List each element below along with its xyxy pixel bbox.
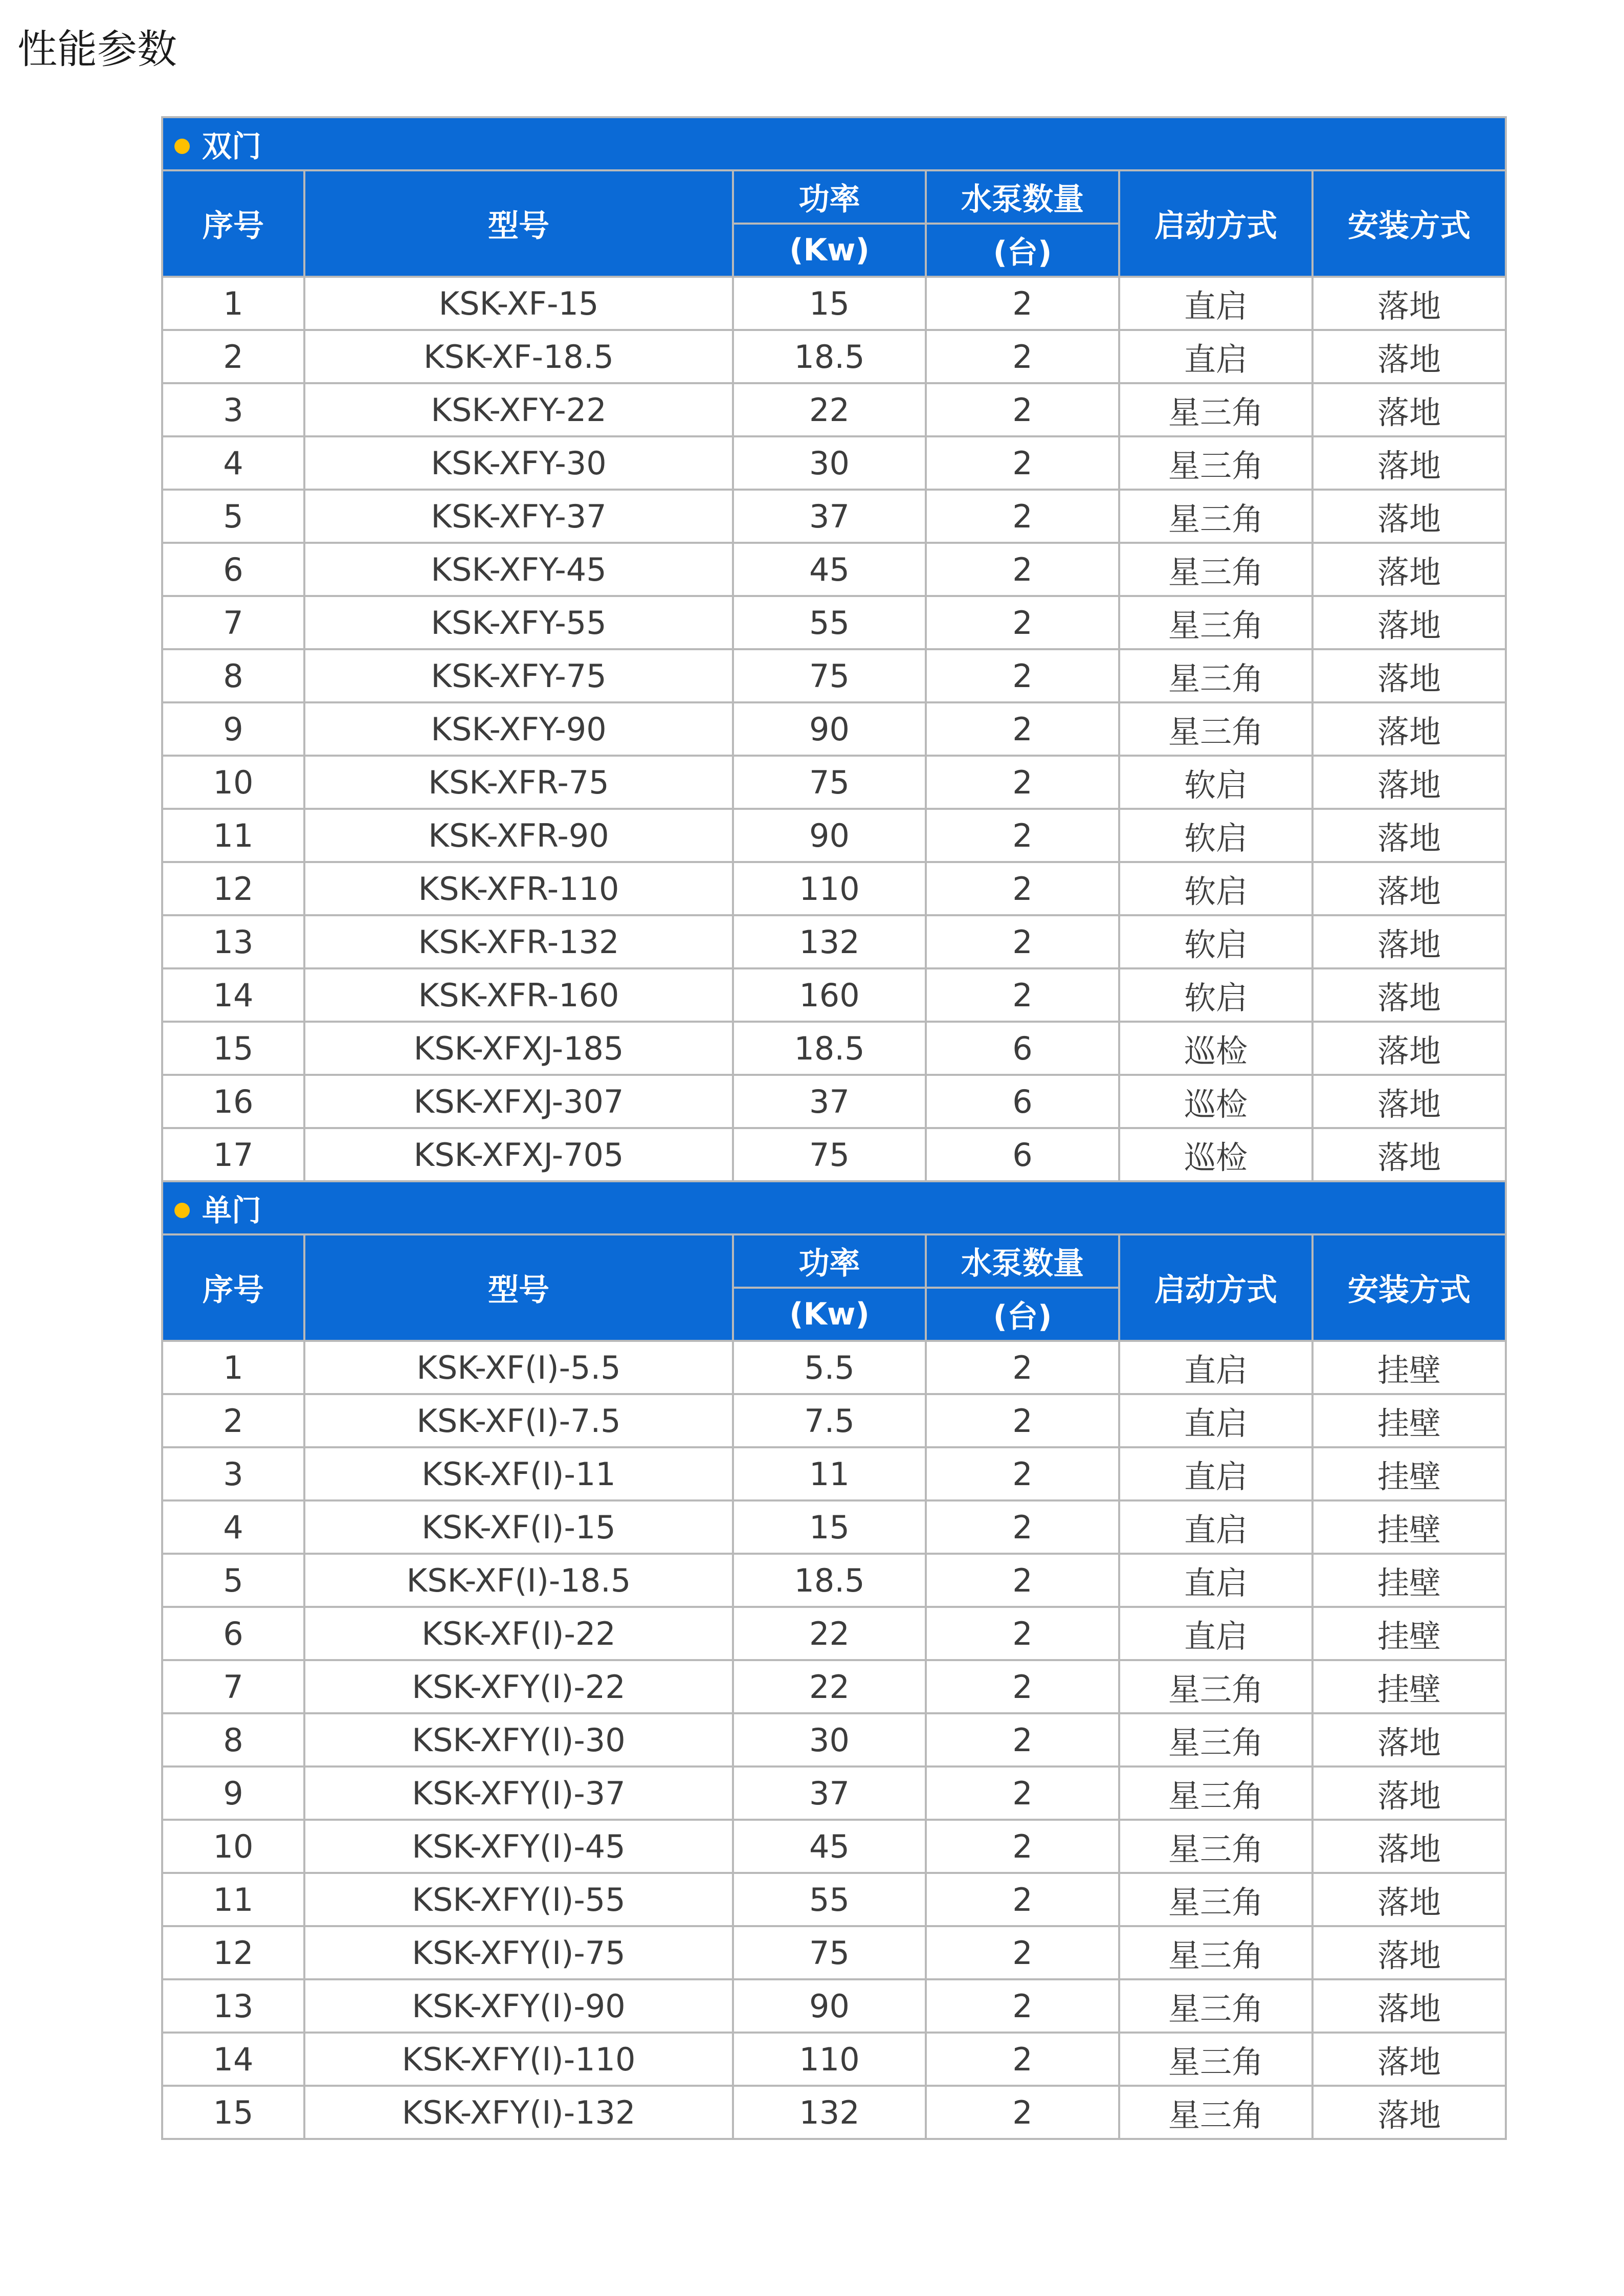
power-cell: 55	[733, 596, 926, 649]
start-method-cell: 星三角	[1119, 490, 1312, 543]
model-cell: KSK-XFXJ-705	[304, 1128, 733, 1181]
pump-count-cell: 2	[926, 915, 1119, 968]
pump-count-cell: 2	[926, 968, 1119, 1022]
column-header-power: 功率	[733, 170, 926, 224]
pump-count-cell: 2	[926, 1820, 1119, 1873]
start-method-cell: 直启	[1119, 1607, 1312, 1660]
pump-count-cell: 2	[926, 543, 1119, 596]
page-title: 性能参数	[17, 27, 177, 73]
start-method-cell: 巡检	[1119, 1022, 1312, 1075]
start-method-cell: 星三角	[1119, 649, 1312, 702]
section-title: 双门	[202, 129, 262, 164]
power-cell: 11	[733, 1447, 926, 1500]
section-title-cell	[162, 1181, 1506, 1234]
pump-count-cell: 2	[926, 490, 1119, 543]
start-method-cell: 星三角	[1119, 543, 1312, 596]
model-cell: KSK-XFY(I)-90	[304, 1979, 733, 2033]
start-method-cell: 直启	[1119, 330, 1312, 383]
power-cell: 37	[733, 490, 926, 543]
model-cell: KSK-XF(I)-5.5	[304, 1341, 733, 1394]
install-method-cell: 落地	[1312, 2086, 1506, 2139]
power-cell: 18.5	[733, 330, 926, 383]
install-method-cell: 落地	[1312, 809, 1506, 862]
install-method-cell: 落地	[1312, 1873, 1506, 1926]
install-method-cell: 落地	[1312, 436, 1506, 490]
install-method-cell: 落地	[1312, 330, 1506, 383]
seq-cell: 7	[162, 596, 304, 649]
start-method-cell: 巡检	[1119, 1128, 1312, 1181]
install-method-cell: 落地	[1312, 1075, 1506, 1128]
install-method-cell: 挂壁	[1312, 1341, 1506, 1394]
pump-count-cell: 6	[926, 1128, 1119, 1181]
table-row	[162, 1447, 1506, 1500]
pump-count-cell: 2	[926, 756, 1119, 809]
install-method-cell: 落地	[1312, 490, 1506, 543]
start-method-cell: 直启	[1119, 277, 1312, 330]
column-unit-power: (Kw)	[733, 1288, 926, 1341]
seq-cell: 13	[162, 1979, 304, 2033]
seq-cell: 12	[162, 1926, 304, 1979]
spec-table	[161, 116, 1507, 2140]
section-title-cell	[162, 117, 1506, 170]
power-cell: 18.5	[733, 1554, 926, 1607]
column-header-start: 启动方式	[1119, 1234, 1312, 1341]
table-row	[162, 2033, 1506, 2086]
power-cell: 132	[733, 2086, 926, 2139]
model-cell: KSK-XF(I)-15	[304, 1500, 733, 1554]
start-method-cell: 直启	[1119, 1500, 1312, 1554]
model-cell: KSK-XFY(I)-37	[304, 1767, 733, 1820]
column-header-model: 型号	[304, 1234, 733, 1341]
column-header-install: 安装方式	[1312, 1234, 1506, 1341]
model-cell: KSK-XF-15	[304, 277, 733, 330]
model-cell: KSK-XFY(I)-75	[304, 1926, 733, 1979]
pump-count-cell: 2	[926, 1554, 1119, 1607]
table-row	[162, 756, 1506, 809]
start-method-cell: 星三角	[1119, 1713, 1312, 1767]
table-row	[162, 1607, 1506, 1660]
table-row	[162, 1713, 1506, 1767]
seq-cell: 10	[162, 756, 304, 809]
model-cell: KSK-XFY(I)-110	[304, 2033, 733, 2086]
start-method-cell: 星三角	[1119, 1660, 1312, 1713]
table-row	[162, 1660, 1506, 1713]
table-row	[162, 543, 1506, 596]
power-cell: 90	[733, 702, 926, 756]
model-cell: KSK-XFY(I)-132	[304, 2086, 733, 2139]
pump-count-cell: 2	[926, 862, 1119, 915]
install-method-cell: 落地	[1312, 1022, 1506, 1075]
table-row	[162, 702, 1506, 756]
column-header-seq: 序号	[162, 170, 304, 277]
column-unit-pumps: (台)	[926, 1288, 1119, 1341]
install-method-cell: 落地	[1312, 543, 1506, 596]
install-method-cell: 落地	[1312, 2033, 1506, 2086]
pump-count-cell: 2	[926, 1767, 1119, 1820]
seq-cell: 1	[162, 277, 304, 330]
power-cell: 45	[733, 1820, 926, 1873]
start-method-cell: 星三角	[1119, 702, 1312, 756]
section-header	[162, 1181, 1506, 1234]
pump-count-cell: 2	[926, 436, 1119, 490]
model-cell: KSK-XFXJ-307	[304, 1075, 733, 1128]
start-method-cell: 直启	[1119, 1341, 1312, 1394]
pump-count-cell: 2	[926, 1607, 1119, 1660]
seq-cell: 3	[162, 383, 304, 436]
start-method-cell: 软启	[1119, 968, 1312, 1022]
table-row	[162, 915, 1506, 968]
table-row	[162, 490, 1506, 543]
bullet-dot-icon	[174, 139, 190, 154]
pump-count-cell: 2	[926, 2033, 1119, 2086]
pump-count-cell: 2	[926, 596, 1119, 649]
table-row	[162, 1022, 1506, 1075]
power-cell: 22	[733, 1660, 926, 1713]
column-header-power: 功率	[733, 1234, 926, 1288]
install-method-cell: 落地	[1312, 1128, 1506, 1181]
table-row	[162, 968, 1506, 1022]
seq-cell: 5	[162, 490, 304, 543]
column-header-row	[162, 170, 1506, 224]
model-cell: KSK-XFY(I)-22	[304, 1660, 733, 1713]
install-method-cell: 挂壁	[1312, 1554, 1506, 1607]
table-row	[162, 1873, 1506, 1926]
power-cell: 22	[733, 383, 926, 436]
install-method-cell: 落地	[1312, 1820, 1506, 1873]
model-cell: KSK-XFR-110	[304, 862, 733, 915]
pump-count-cell: 2	[926, 383, 1119, 436]
power-cell: 75	[733, 649, 926, 702]
table-row	[162, 1128, 1506, 1181]
table-row	[162, 1820, 1506, 1873]
pump-count-cell: 2	[926, 649, 1119, 702]
column-header-model: 型号	[304, 170, 733, 277]
table-row	[162, 1394, 1506, 1447]
seq-cell: 9	[162, 702, 304, 756]
power-cell: 30	[733, 1713, 926, 1767]
seq-cell: 4	[162, 1500, 304, 1554]
pump-count-cell: 2	[926, 2086, 1119, 2139]
model-cell: KSK-XFY-75	[304, 649, 733, 702]
seq-cell: 14	[162, 968, 304, 1022]
power-cell: 110	[733, 2033, 926, 2086]
column-header-seq: 序号	[162, 1234, 304, 1341]
pump-count-cell: 2	[926, 1500, 1119, 1554]
model-cell: KSK-XFR-132	[304, 915, 733, 968]
column-header-pumps: 水泵数量	[926, 1234, 1119, 1288]
install-method-cell: 挂壁	[1312, 1394, 1506, 1447]
start-method-cell: 星三角	[1119, 1926, 1312, 1979]
seq-cell: 11	[162, 1873, 304, 1926]
start-method-cell: 星三角	[1119, 2086, 1312, 2139]
model-cell: KSK-XFY-37	[304, 490, 733, 543]
install-method-cell: 落地	[1312, 862, 1506, 915]
install-method-cell: 挂壁	[1312, 1500, 1506, 1554]
column-header-install: 安装方式	[1312, 170, 1506, 277]
start-method-cell: 巡检	[1119, 1075, 1312, 1128]
install-method-cell: 落地	[1312, 383, 1506, 436]
model-cell: KSK-XF(I)-11	[304, 1447, 733, 1500]
table-row	[162, 277, 1506, 330]
seq-cell: 15	[162, 1022, 304, 1075]
power-cell: 90	[733, 1979, 926, 2033]
seq-cell: 15	[162, 2086, 304, 2139]
table-row	[162, 596, 1506, 649]
seq-cell: 16	[162, 1075, 304, 1128]
install-method-cell: 落地	[1312, 756, 1506, 809]
start-method-cell: 软启	[1119, 809, 1312, 862]
column-header-pumps: 水泵数量	[926, 170, 1119, 224]
seq-cell: 4	[162, 436, 304, 490]
pump-count-cell: 6	[926, 1075, 1119, 1128]
start-method-cell: 星三角	[1119, 1767, 1312, 1820]
power-cell: 5.5	[733, 1341, 926, 1394]
seq-cell: 5	[162, 1554, 304, 1607]
install-method-cell: 挂壁	[1312, 1607, 1506, 1660]
spec-table-body	[162, 117, 1506, 2139]
power-cell: 30	[733, 436, 926, 490]
column-header-start: 启动方式	[1119, 170, 1312, 277]
pump-count-cell: 6	[926, 1022, 1119, 1075]
pump-count-cell: 2	[926, 1926, 1119, 1979]
install-method-cell: 落地	[1312, 1713, 1506, 1767]
seq-cell: 6	[162, 1607, 304, 1660]
pump-count-cell: 2	[926, 1873, 1119, 1926]
power-cell: 7.5	[733, 1394, 926, 1447]
power-cell: 75	[733, 1128, 926, 1181]
pump-count-cell: 2	[926, 702, 1119, 756]
seq-cell: 3	[162, 1447, 304, 1500]
seq-cell: 1	[162, 1341, 304, 1394]
table-row	[162, 862, 1506, 915]
seq-cell: 2	[162, 1394, 304, 1447]
pump-count-cell: 2	[926, 809, 1119, 862]
pump-count-cell: 2	[926, 1979, 1119, 2033]
install-method-cell: 落地	[1312, 649, 1506, 702]
start-method-cell: 直启	[1119, 1394, 1312, 1447]
model-cell: KSK-XFY-22	[304, 383, 733, 436]
seq-cell: 12	[162, 862, 304, 915]
install-method-cell: 挂壁	[1312, 1447, 1506, 1500]
model-cell: KSK-XFR-75	[304, 756, 733, 809]
table-row	[162, 1341, 1506, 1394]
model-cell: KSK-XFR-160	[304, 968, 733, 1022]
model-cell: KSK-XFY(I)-55	[304, 1873, 733, 1926]
seq-cell: 13	[162, 915, 304, 968]
power-cell: 110	[733, 862, 926, 915]
power-cell: 22	[733, 1607, 926, 1660]
column-unit-power: (Kw)	[733, 224, 926, 277]
model-cell: KSK-XF-18.5	[304, 330, 733, 383]
install-method-cell: 落地	[1312, 1979, 1506, 2033]
table-row	[162, 330, 1506, 383]
pump-count-cell: 2	[926, 330, 1119, 383]
start-method-cell: 星三角	[1119, 1873, 1312, 1926]
table-row	[162, 1926, 1506, 1979]
table-row	[162, 649, 1506, 702]
power-cell: 90	[733, 809, 926, 862]
table-row	[162, 1075, 1506, 1128]
seq-cell: 7	[162, 1660, 304, 1713]
pump-count-cell: 2	[926, 1660, 1119, 1713]
install-method-cell: 落地	[1312, 277, 1506, 330]
model-cell: KSK-XFY-55	[304, 596, 733, 649]
table-row	[162, 1554, 1506, 1607]
model-cell: KSK-XFY(I)-45	[304, 1820, 733, 1873]
table-row	[162, 1979, 1506, 2033]
power-cell: 37	[733, 1767, 926, 1820]
seq-cell: 11	[162, 809, 304, 862]
column-unit-pumps: (台)	[926, 224, 1119, 277]
seq-cell: 9	[162, 1767, 304, 1820]
start-method-cell: 直启	[1119, 1554, 1312, 1607]
install-method-cell: 落地	[1312, 1926, 1506, 1979]
power-cell: 15	[733, 1500, 926, 1554]
power-cell: 55	[733, 1873, 926, 1926]
table-row	[162, 1767, 1506, 1820]
model-cell: KSK-XF(I)-18.5	[304, 1554, 733, 1607]
section-title: 单门	[202, 1193, 262, 1228]
start-method-cell: 星三角	[1119, 2033, 1312, 2086]
pump-count-cell: 2	[926, 1394, 1119, 1447]
model-cell: KSK-XFR-90	[304, 809, 733, 862]
table-row	[162, 1500, 1506, 1554]
start-method-cell: 星三角	[1119, 383, 1312, 436]
seq-cell: 17	[162, 1128, 304, 1181]
seq-cell: 8	[162, 649, 304, 702]
power-cell: 45	[733, 543, 926, 596]
start-method-cell: 软启	[1119, 756, 1312, 809]
table-row	[162, 809, 1506, 862]
pump-count-cell: 2	[926, 1447, 1119, 1500]
power-cell: 18.5	[733, 1022, 926, 1075]
install-method-cell: 落地	[1312, 915, 1506, 968]
pump-count-cell: 2	[926, 1341, 1119, 1394]
start-method-cell: 星三角	[1119, 436, 1312, 490]
power-cell: 75	[733, 1926, 926, 1979]
start-method-cell: 星三角	[1119, 1820, 1312, 1873]
power-cell: 160	[733, 968, 926, 1022]
model-cell: KSK-XFY(I)-30	[304, 1713, 733, 1767]
power-cell: 37	[733, 1075, 926, 1128]
model-cell: KSK-XF(I)-7.5	[304, 1394, 733, 1447]
model-cell: KSK-XFY-45	[304, 543, 733, 596]
pump-count-cell: 2	[926, 1713, 1119, 1767]
column-header-row	[162, 1234, 1506, 1288]
power-cell: 15	[733, 277, 926, 330]
power-cell: 75	[733, 756, 926, 809]
install-method-cell: 落地	[1312, 968, 1506, 1022]
start-method-cell: 软启	[1119, 915, 1312, 968]
seq-cell: 6	[162, 543, 304, 596]
seq-cell: 14	[162, 2033, 304, 2086]
table-row	[162, 383, 1506, 436]
power-cell: 132	[733, 915, 926, 968]
table-row	[162, 436, 1506, 490]
seq-cell: 8	[162, 1713, 304, 1767]
seq-cell: 2	[162, 330, 304, 383]
install-method-cell: 挂壁	[1312, 1660, 1506, 1713]
install-method-cell: 落地	[1312, 596, 1506, 649]
table-row	[162, 2086, 1506, 2139]
start-method-cell: 直启	[1119, 1447, 1312, 1500]
model-cell: KSK-XFY-30	[304, 436, 733, 490]
bullet-dot-icon	[174, 1203, 190, 1218]
pump-count-cell: 2	[926, 277, 1119, 330]
model-cell: KSK-XFY-90	[304, 702, 733, 756]
start-method-cell: 星三角	[1119, 596, 1312, 649]
model-cell: KSK-XFXJ-185	[304, 1022, 733, 1075]
section-header	[162, 117, 1506, 170]
start-method-cell: 星三角	[1119, 1979, 1312, 2033]
start-method-cell: 软启	[1119, 862, 1312, 915]
install-method-cell: 落地	[1312, 702, 1506, 756]
install-method-cell: 落地	[1312, 1767, 1506, 1820]
model-cell: KSK-XF(I)-22	[304, 1607, 733, 1660]
seq-cell: 10	[162, 1820, 304, 1873]
